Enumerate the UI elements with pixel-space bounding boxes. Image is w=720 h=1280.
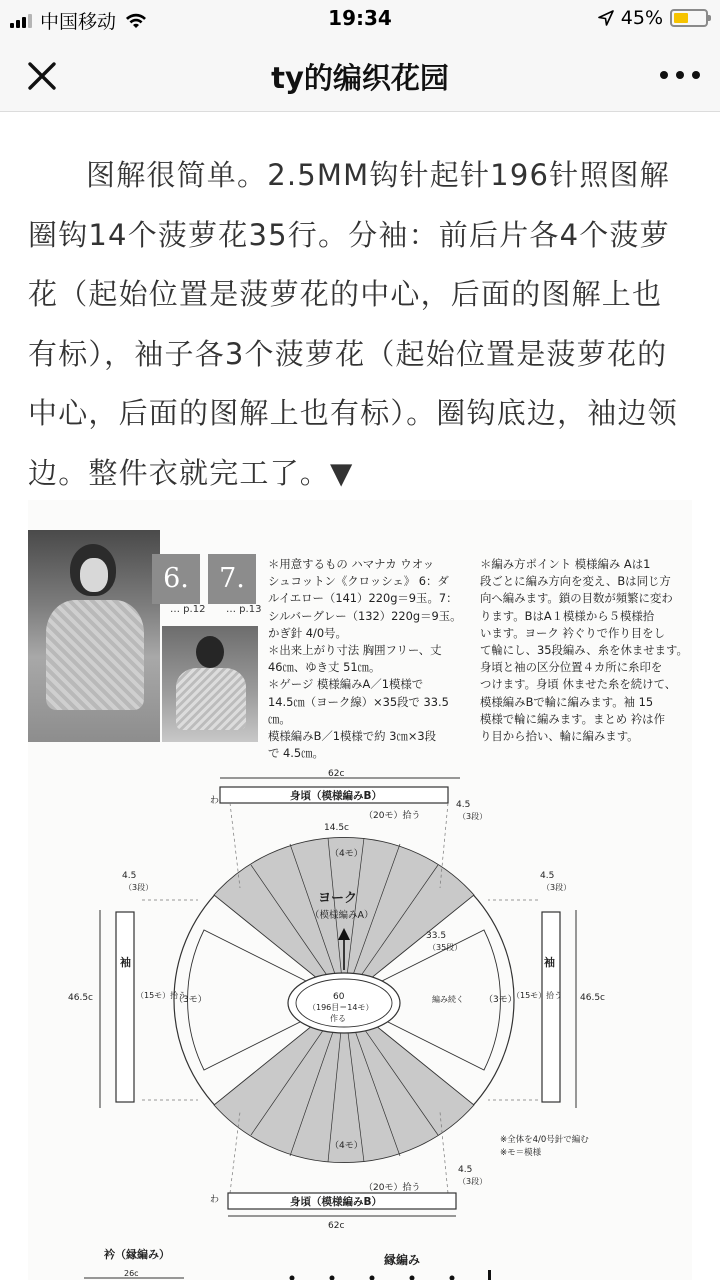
edging-chart-marks [290, 1270, 492, 1280]
crochet-diagram [28, 500, 692, 1280]
continue-label: 編み続く [432, 995, 464, 1004]
pattern-number-6: 6. [152, 554, 200, 604]
side-3dan-bottom: （3段） [458, 1177, 488, 1186]
side-45-bottom: 4.5 [458, 1165, 473, 1175]
edging-label: 縁編み [384, 1253, 421, 1267]
close-icon[interactable] [22, 56, 62, 96]
pick-top-label: （20モ）拾う [364, 811, 421, 821]
battery-percent: 45% [620, 7, 663, 29]
side-3dan-left: （3段） [124, 883, 154, 892]
note-1: ※全体を4/0号針で編む [500, 1135, 589, 1145]
battery-fill [674, 13, 688, 23]
bottom-width-label: 62c [328, 1221, 345, 1231]
side-45-right: 4.5 [540, 871, 555, 881]
status-right [598, 7, 708, 29]
right-sleeve-band [542, 912, 560, 1102]
sleeve-pick-left: （15モ）拾う [136, 991, 187, 1000]
yoke-title: ヨーク [318, 891, 358, 906]
wa-label-bottom: わ [210, 1195, 220, 1205]
pattern-number-7: 7. [208, 554, 256, 604]
four-mo-top: （4モ） [330, 849, 363, 859]
wa-label-top: わ [210, 796, 220, 806]
yoke-sub-label: （模様編みA） [310, 910, 374, 921]
pattern-image [28, 500, 692, 1280]
yoke-width-label: 14.5c [324, 823, 349, 833]
body-bottom-label: 身頃（模様編みB） [290, 1196, 383, 1208]
center-make-label: 作る [330, 1014, 346, 1023]
page-ref-6: … p.12 [170, 604, 206, 615]
sleeve-length-right: 46.5c [580, 993, 605, 1003]
center-196-label: （196目＝14モ） [308, 1003, 374, 1012]
left-sleeve-band [116, 912, 134, 1102]
side-3dan-top: （3段） [458, 812, 488, 821]
top-width-label: 62c [328, 769, 345, 779]
page-title: ty的编织花园 [271, 61, 449, 95]
status-time: 19:34 [328, 6, 392, 30]
collar-label: 衿（縁編み） [104, 1248, 170, 1261]
center-60-label: 60 [333, 992, 345, 1002]
sleeve-label-left: 袖 [120, 956, 131, 969]
sleeve-length-left: 46.5c [68, 993, 93, 1003]
body-top-label: 身頃（模様編みB） [290, 790, 383, 802]
three-mo-right: （3モ） [484, 995, 517, 1005]
sleeve-pick-right: （15モ）拾う [512, 991, 563, 1000]
page-ref-7: … p.13 [226, 604, 262, 615]
side-45-top: 4.5 [456, 800, 471, 810]
yoke-length-label: 33.5 [426, 931, 447, 941]
four-mo-bottom: （4モ） [330, 1141, 363, 1151]
nav-bar [0, 36, 720, 112]
yoke-35-label: （35段） [428, 943, 463, 952]
carrier-label: 中国移动 [40, 11, 117, 33]
location-arrow-icon [598, 10, 614, 26]
instructions-text: ＊編み方ポイント 模様編み Aは1 段ごとに編み方向を変え、Bは同じ方 向へ編みます。鎖の目数が頻繁に変わ ります。BはA１模様から５模様拾 います。ヨーク 衿ぐりで作り目をし て輪にし、35段編み、糸を休ませます。 身頃と袖の区分位置４カ所に糸印を つけます。身頃 休ませた糸を続けて、 模様編みBで輪に編みます。袖 15 模様で輪に編みます。まとめ 衿は作 り目から拾い、輪に編みます。 [480, 557, 688, 744]
three-mo-left: （3モ） [174, 995, 207, 1005]
collar-width-label: 26c [124, 1269, 139, 1278]
more-icon[interactable] [660, 60, 700, 90]
pick-bottom-label: （20モ）拾う [364, 1183, 421, 1193]
sleeve-label-right: 袖 [544, 956, 555, 969]
side-45-left: 4.5 [122, 871, 137, 881]
side-3dan-right: （3段） [542, 883, 572, 892]
battery-icon [670, 9, 708, 27]
materials-text: ＊用意するもの ハマナカ ウオッ シュコットン《クロッシェ》 6：ダ ルイエロー（141）220g＝9玉。7： シルバーグレー（132）220g＝9玉。 かぎ針 4/0号。 ＊出来上がり寸法 胸囲フリー、丈 46㎝、ゆき丈 51㎝。 ＊ゲージ 模様編みA／1模様で 14.5㎝（ヨーク線）×35段で 33.5㎝。 模様編みB／1模様で約 3㎝×3段 で 4.5㎝。 [268, 557, 462, 761]
article-paragraph: 图解很简单。2.5MM钩针起针196针照图解圈钩14个菠萝花35行。分袖：前后片各4个菠萝花（起始位置是菠萝花的中心，后面的图解上也有标），袖子各3个菠萝花（起始位置是菠萝花的中心，后面的图解上也有标）。圈钩底边，袖边领边。整件衣就完工了。▼ [28, 158, 678, 490]
note-2: ※モ＝模様 [500, 1148, 542, 1158]
status-bar [0, 0, 720, 36]
